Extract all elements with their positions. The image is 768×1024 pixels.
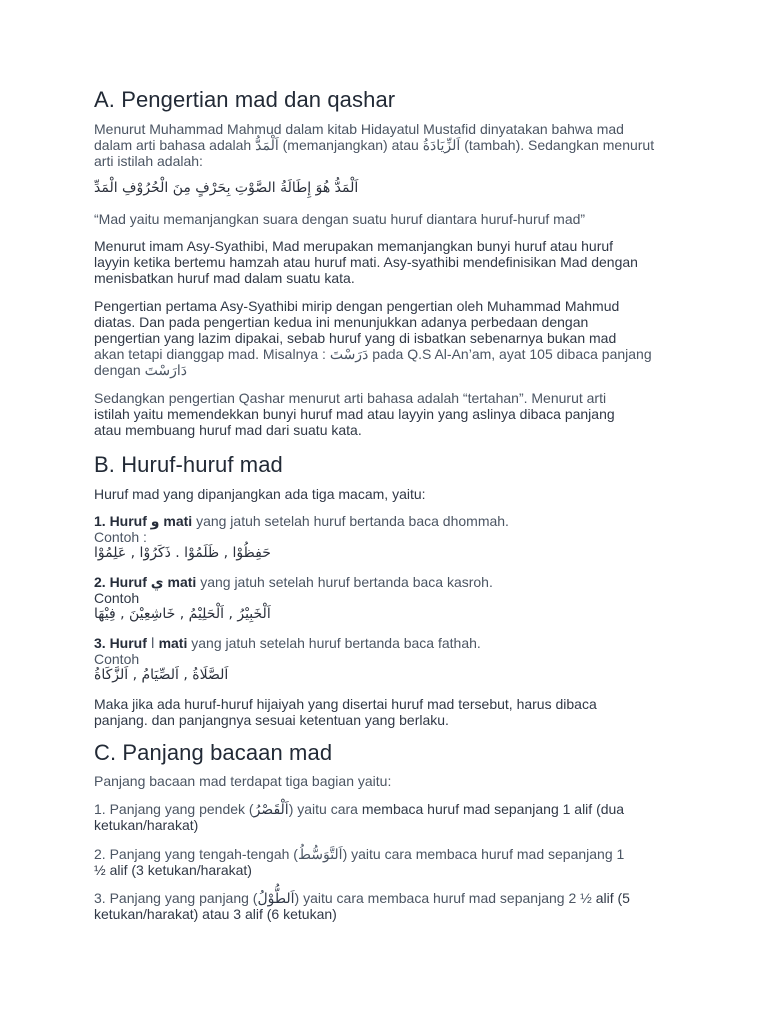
arabic-examples: حَفِظُوْا , ظَلَمُوْا . ذَكَرُوْا , عَلِمُوْا bbox=[94, 545, 271, 561]
text-fragment: ) yaitu cara membaca huruf mad sepanjang 2 ½ bbox=[294, 890, 592, 906]
item-number: 1. Huruf bbox=[94, 513, 147, 529]
contoh-label: Contoh bbox=[94, 651, 140, 667]
paragraph-line: panjang. dan panjangnya sesuai ketentuan yang berlaku. bbox=[94, 712, 449, 728]
arabic-term-at-tawassuth: اَلتَّوَسُّطُ bbox=[297, 847, 343, 863]
paragraph-line: arti istilah adalah: bbox=[94, 153, 203, 169]
arabic-term-al-madd: اَلْمَدُّ bbox=[255, 138, 279, 154]
contoh-label: Contoh : bbox=[94, 529, 147, 545]
item-number: 2. Huruf bbox=[94, 574, 147, 590]
text-fragment: ) yaitu cara bbox=[288, 801, 358, 817]
text-fragment: dalam arti bahasa adalah bbox=[94, 137, 252, 153]
item-label: mati bbox=[167, 574, 197, 590]
list-item bbox=[94, 635, 481, 653]
text-fragment: (tambah). Sedangkan menurut bbox=[464, 137, 655, 153]
item-description: yang jatuh setelah huruf bertanda baca kasroh. bbox=[200, 574, 493, 590]
item-number: 3. Huruf bbox=[94, 635, 147, 651]
text-fragment: alif (5 bbox=[595, 890, 630, 906]
arabic-term-ath-thul: اَلطُّوْلُ bbox=[257, 891, 295, 907]
contoh-label: Contoh bbox=[94, 590, 140, 606]
text-fragment: ) yaitu cara membaca huruf mad sepanjang 1 bbox=[342, 846, 625, 862]
paragraph-line bbox=[94, 362, 187, 380]
paragraph-line: istilah yaitu memendekkan bunyi huruf mad atau layyin yang aslinya dibaca panjang bbox=[94, 406, 615, 422]
paragraph-line: diatas. Dan pada pengertian kedua ini menunjukkan adanya perbedaan dengan bbox=[94, 314, 589, 330]
heading-section-b: B. Huruf-huruf mad bbox=[94, 452, 283, 477]
paragraph-line: atau membuang huruf mad dari suatu kata. bbox=[94, 422, 362, 438]
list-item bbox=[94, 574, 493, 592]
text-fragment: 1. Panjang yang pendek ( bbox=[94, 801, 254, 817]
paragraph-line: Menurut Muhammad Mahmud dalam kitab Hidayatul Mustafid dinyatakan bahwa mad bbox=[94, 121, 624, 137]
item-description: yang jatuh setelah huruf bertanda baca dhommah. bbox=[196, 513, 509, 529]
arabic-letter-alif: ا bbox=[150, 636, 155, 652]
arabic-letter-waw: و bbox=[150, 514, 160, 530]
paragraph-line: Pengertian pertama Asy-Syathibi mirip dengan pengertian oleh Muhammad Mahmud bbox=[94, 298, 620, 314]
item-label: mati bbox=[158, 635, 188, 651]
arabic-examples: اَلصَّلَاةُ , اَلصِّيَامُ , اَلزَّكَاةُ bbox=[94, 667, 229, 683]
text-fragment: pada Q.S Al-An’am, ayat 105 dibaca panjang bbox=[372, 346, 652, 362]
arabic-term-az-ziyadah: اَلزِّيَادَةُ bbox=[422, 138, 461, 154]
section-intro: Panjang bacaan mad terdapat tiga bagian yaitu: bbox=[94, 773, 392, 789]
list-item bbox=[94, 513, 509, 531]
heading-section-c: C. Panjang bacaan mad bbox=[94, 740, 333, 765]
paragraph-line: menisbatkan huruf mad dalam suatu kata. bbox=[94, 270, 355, 286]
paragraph-line: Menurut imam Asy-Syathibi, Mad merupakan memanjangkan bunyi huruf atau huruf bbox=[94, 238, 614, 254]
text-fragment: (memanjangkan) atau bbox=[282, 137, 419, 153]
text-fragment: 2. Panjang yang tengah-tengah ( bbox=[94, 846, 298, 862]
text-fragment: dengan bbox=[94, 362, 141, 378]
text-fragment: akan tetapi dianggap mad. Misalnya : bbox=[94, 346, 326, 362]
arabic-word-darasta: دَرَسْتَ bbox=[329, 347, 369, 363]
paragraph-line: Maka jika ada huruf-huruf hijaiyah yang disertai huruf mad tersebut, harus dibaca bbox=[94, 696, 597, 712]
section-intro: Huruf mad yang dipanjangkan ada tiga macam, yaitu: bbox=[94, 486, 426, 502]
paragraph-line: Sedangkan pengertian Qashar menurut arti bahasa adalah “tertahan”. Menurut arti bbox=[94, 390, 607, 406]
arabic-examples: اَلْخَبِيْرُ , اَلْحَلِيْمُ , خَاشِعِيْنَ , فِيْهَا bbox=[94, 606, 271, 622]
heading-section-a: A. Pengertian mad dan qashar bbox=[94, 87, 396, 112]
item-label: mati bbox=[163, 513, 193, 529]
arabic-word-daarasta: دَارَسْتَ bbox=[144, 363, 187, 379]
paragraph-line: pengertian yang lazim dipakai, sebab huruf yang di isbatkan sebenarnya bukan mad bbox=[94, 330, 617, 346]
text-fragment: membaca huruf mad sepanjang 1 alif (dua bbox=[361, 801, 625, 817]
arabic-definition: اَلْمَدُّ هُوَ إِطَالَةُ الصَّوْتِ بِحَرْفٍ مِنَ الْحُرُوْفِ الْمَدِّ bbox=[94, 180, 359, 196]
list-item-continuation: ketukan/harakat) atau 3 alif (6 ketukan) bbox=[94, 906, 337, 922]
list-item-continuation: ketukan/harakat) bbox=[94, 817, 199, 833]
arabic-letter-ya: ي bbox=[150, 575, 164, 591]
text-fragment: 3. Panjang yang panjang ( bbox=[94, 890, 258, 906]
arabic-term-al-qashr: اَلْقَصْرُ bbox=[253, 802, 289, 818]
definition-translation: “Mad yaitu memanjangkan suara dengan suatu huruf diantara huruf-huruf mad” bbox=[94, 211, 586, 227]
item-description: yang jatuh setelah huruf bertanda baca fathah. bbox=[191, 635, 481, 651]
paragraph-line: layyin ketika bertemu hamzah atau huruf mati. Asy-syathibi mendefinisikan Mad dengan bbox=[94, 254, 638, 270]
list-item-continuation: ½ alif (3 ketukan/harakat) bbox=[94, 862, 252, 878]
